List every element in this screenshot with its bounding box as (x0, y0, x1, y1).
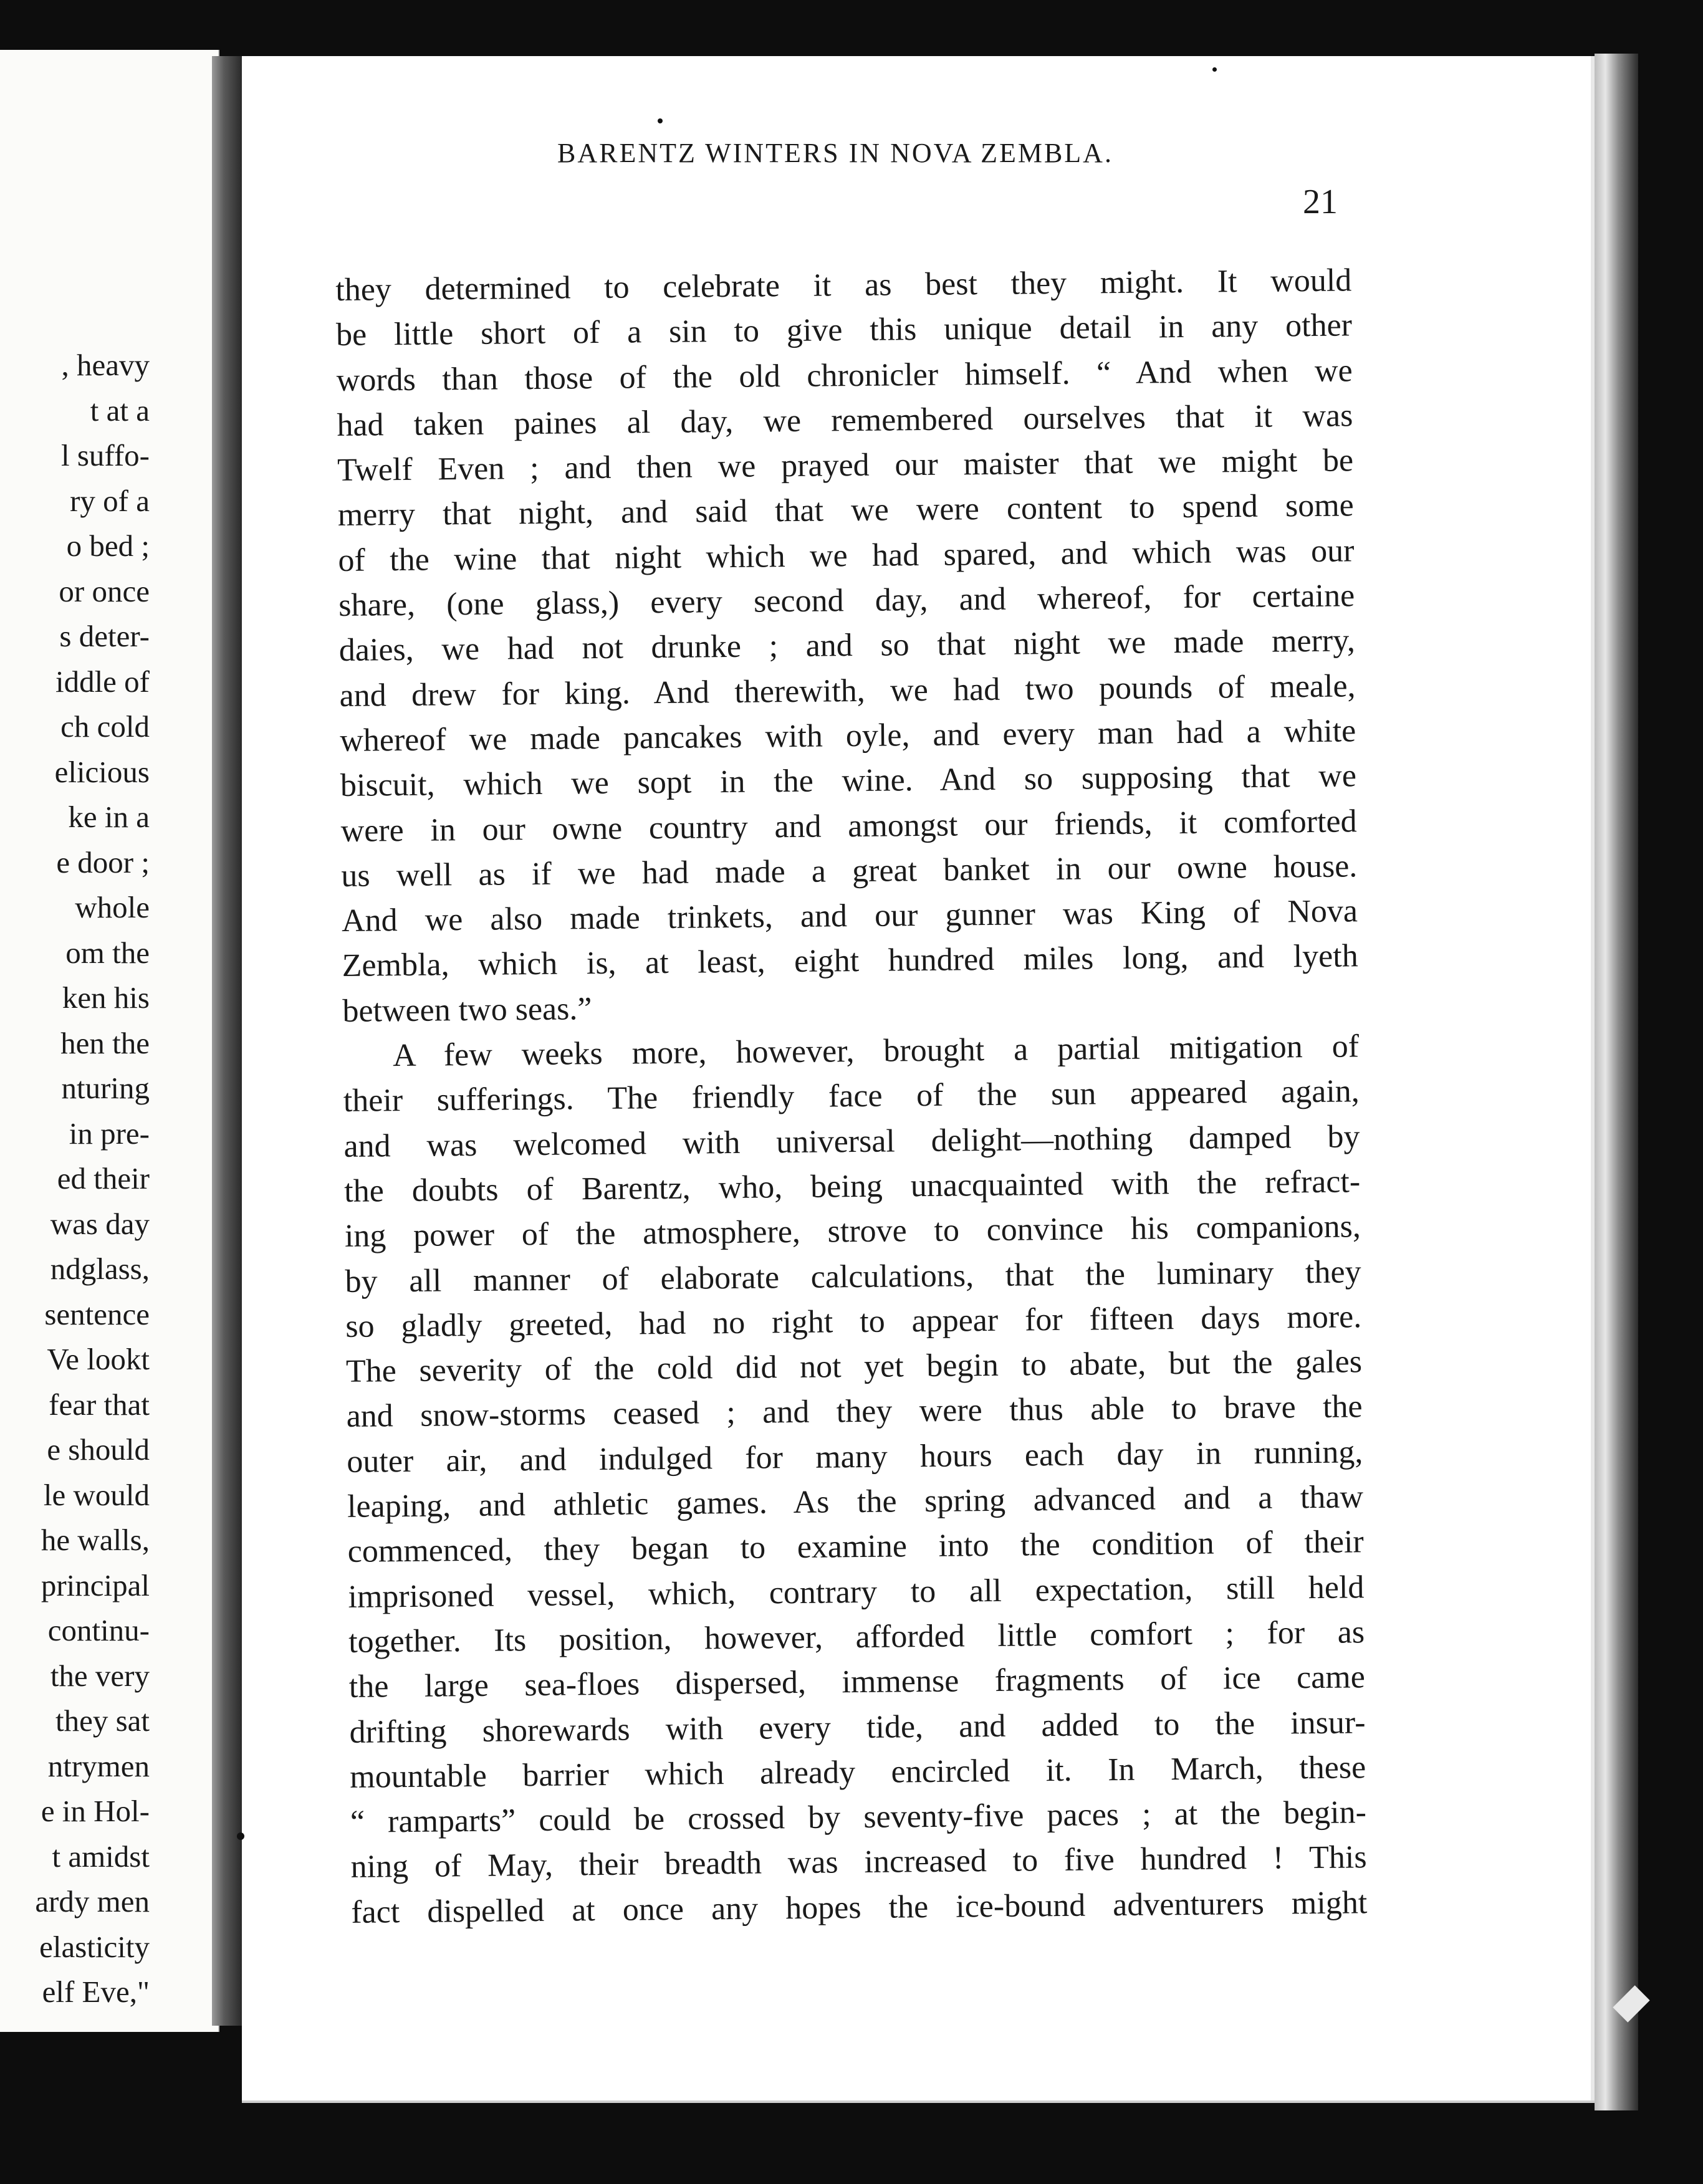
text-line: ch cold (60, 709, 150, 744)
text-line: fear that (49, 1387, 150, 1422)
text-line: commenced, they began to examine into the condition of their (347, 1524, 1364, 1570)
text-line: ndglass, (50, 1252, 150, 1286)
text-line: s deter- (59, 619, 150, 653)
text-line: the doubts of Barentz, who, being unacquainted with the refract- (343, 1164, 1361, 1209)
text-line: they determined to celebrate it as best they might. It would (335, 262, 1352, 308)
text-line: ed their (57, 1161, 150, 1195)
text-line: hen the (60, 1025, 150, 1060)
text-line: ntrymen (47, 1748, 150, 1783)
text-line: “ ramparts” could be crossed by seventy-five paces ; at the begin- (350, 1794, 1367, 1840)
text-line: elf Eve," (42, 1975, 150, 2009)
running-head: BARENTZ WINTERS IN NOVA ZEMBLA. (557, 138, 1113, 168)
text-line: elicious (54, 754, 150, 789)
text-line: were in our owne country and amongst our friends, it comforted (340, 803, 1357, 849)
text-line: mountable barrier which already encircled it. In March, these (349, 1750, 1366, 1795)
text-line: their sufferings. The friendly face of the sun appeared again, (343, 1073, 1360, 1119)
page-number: 21 (1303, 183, 1338, 221)
text-line: elasticity (39, 1929, 150, 1964)
book-gutter (212, 56, 242, 2026)
text-line: Ve lookt (47, 1342, 150, 1376)
previous-page (0, 50, 219, 2032)
text-line: e door ; (56, 845, 150, 879)
text-line: and was welcomed with universal delight—nothing damped by (343, 1118, 1360, 1164)
text-line: they sat (55, 1703, 150, 1738)
text-line: drifting shorewards with every tide, and added to the insur- (349, 1704, 1366, 1750)
text-line: The severity of the cold did not yet begin to abate, but the gales (345, 1344, 1363, 1390)
text-line: be little short of a sin to give this unique detail in any other (335, 307, 1353, 353)
text-line: principal (41, 1568, 150, 1602)
text-line: sentence (44, 1296, 150, 1331)
text-line: together. Its position, however, afforded little comfort ; for as (348, 1614, 1365, 1660)
text-line: ing power of the atmosphere, strove to convince his companions, (344, 1209, 1361, 1255)
text-line: , heavy (61, 348, 150, 382)
text-line: outer air, and indulged for many hours each day in running, (347, 1434, 1363, 1480)
text-line: t amidst (52, 1839, 150, 1874)
text-line: the very (50, 1658, 150, 1693)
text-line: by all manner of elaborate calculations, that the luminary they (345, 1253, 1361, 1300)
text-line: ken his (62, 980, 150, 1015)
text-line: t at a (90, 393, 150, 428)
text-line: imprisoned vessel, which, contrary to all expectation, still held (348, 1569, 1365, 1615)
text-line: whole (75, 890, 150, 924)
scan-speck (1212, 67, 1217, 72)
text-line: Twelf Even ; and then we prayed our maister that we might be (337, 443, 1354, 489)
text-line: the large sea-floes dispersed, immense fragments of ice came (348, 1659, 1366, 1705)
text-line: so gladly greeted, had no right to appear for fifteen days more. (345, 1299, 1362, 1344)
text-line: iddle of (55, 664, 150, 699)
text-line: merry that night, and said that we were content to spend some (337, 487, 1355, 534)
text-line: share, (one glass,) every second day, and whereof, for certaine (338, 578, 1355, 624)
text-line: e in Hol- (41, 1794, 150, 1828)
body-text (335, 258, 1368, 1935)
text-line: leaping, and athletic games. As the spring advanced and a thaw (347, 1479, 1364, 1525)
paragraph-start-line: A few weeks more, however, brought a partial mitigation of (392, 1028, 1360, 1074)
text-line: daies, we had not drunke ; and so that night we made merry, (338, 623, 1356, 669)
text-line: ardy men (35, 1884, 150, 1918)
text-line: nturing (61, 1071, 150, 1105)
text-line: us well as if we had made a great banket in our owne house. (341, 848, 1358, 894)
text-line: om the (65, 935, 150, 970)
text-line: and drew for king. And therewith, we had two pounds of meale, (339, 668, 1356, 714)
text-line: words than those of the old chronicler himself. “ And when we (336, 352, 1353, 398)
text-line: ning of May, their breadth was increased to five hundred ! This (350, 1839, 1367, 1885)
text-line: continu- (47, 1613, 150, 1647)
text-line: fact dispelled at once any hopes the ice-bound adventurers might (351, 1884, 1368, 1930)
text-line: l suffo- (61, 438, 150, 472)
text-line: ke in a (68, 800, 150, 834)
text-line: ry of a (70, 483, 150, 518)
text-line: and snow-storms ceased ; and they were thus able to brave the (346, 1389, 1363, 1435)
text-line: he walls, (41, 1523, 150, 1557)
text-line: in pre- (69, 1116, 150, 1151)
scan-speck (658, 118, 663, 123)
text-line: o bed ; (66, 529, 150, 563)
text-line: e should (47, 1432, 150, 1467)
text-line: had taken paines al day, we remembered ourselves that it was (337, 398, 1353, 443)
text-line: was day (50, 1206, 150, 1241)
text-line: or once (59, 573, 150, 608)
scan-speck (237, 1832, 244, 1840)
text-line: whereof we made pancakes with oyle, and every man had a white (340, 713, 1356, 759)
text-line: between two seas.” (342, 990, 592, 1029)
text-line: Zembla, which is, at least, eight hundred miles long, and lyeth (342, 938, 1358, 984)
previous-page-text (0, 343, 150, 2015)
text-line: of the wine that night which we had spared, and which was our (338, 533, 1355, 578)
text-line: And we also made trinkets, and our gunner was King of Nova (341, 893, 1358, 939)
text-line: le would (43, 1477, 150, 1512)
page-edge (1595, 54, 1638, 2110)
text-line: biscuit, which we sopt in the wine. And so supposing that we (340, 758, 1357, 804)
